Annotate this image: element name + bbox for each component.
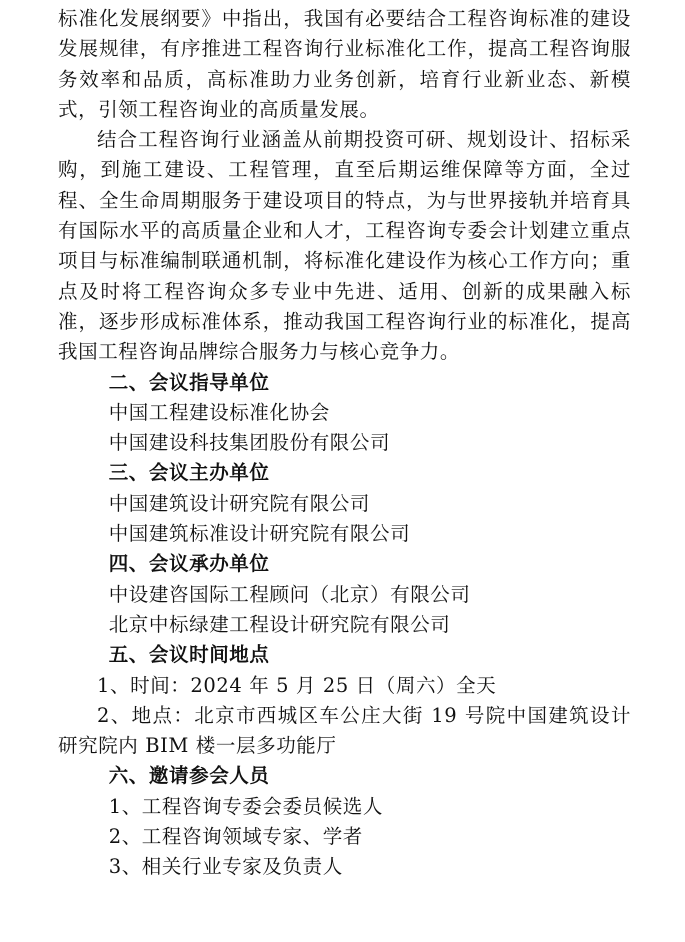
section-heading-guide: 二、会议指导单位 (108, 370, 270, 394)
host-unit-item: 中国建筑设计研究院有限公司 (108, 491, 370, 515)
paragraph-consulting-scope: 结合工程咨询行业涵盖从前期投资可研、规划设计、招标采购，到施工建设、工程管理，直至后期运维保障等方面，全过程、全生命周期服务于建设项目的特点，为与世界接轨并培育具有国际水平的高质量企业和人才，工程咨询专委会计划建立重点项目与标准编制联通机制，将标准化建设作为核心工作方向；重点及时将工程咨询众多专业中先进、适用、创新的成果融入标准，逐步形成标准体系，推动我国工程咨询行业的标准化，提高我国工程咨询品牌综合服务力与核心竞争力。 (58, 128, 631, 364)
organizer-unit-item: 中设建咨国际工程顾问（北京）有限公司 (108, 582, 471, 606)
section-heading-time-place: 五、会议时间地点 (108, 643, 270, 667)
host-unit-item: 中国建筑标准设计研究院有限公司 (108, 522, 411, 546)
organizer-unit-item: 北京中标绿建工程设计研究院有限公司 (108, 612, 451, 636)
guide-unit-item: 中国建设科技集团股份有限公司 (108, 431, 391, 455)
guide-unit-item: 中国工程建设标准化协会 (108, 400, 330, 424)
attendee-item: 2、工程咨询领域专家、学者 (108, 825, 363, 849)
section-heading-host: 三、会议主办单位 (108, 461, 270, 485)
paragraph-standardization: 标准化发展纲要》中指出，我国有必要结合工程咨询标准的建设发展规律，有序推进工程咨询行业标准化工作，提高工程咨询服务效率和品质，高标准助力业务创新，培育行业新业态、新模式，引领工程咨询业的高质量发展。 (58, 7, 631, 121)
section-heading-organizer: 四、会议承办单位 (108, 552, 270, 576)
section-heading-attendees: 六、邀请参会人员 (108, 764, 270, 788)
attendee-item: 1、工程咨询专委会委员候选人 (108, 794, 383, 818)
meeting-place: 2、地点：北京市西城区车公庄大街 19 号院中国建筑设计研究院内 BIM 楼一层多功能厅 (58, 703, 631, 758)
meeting-time: 1、时间：2024 年 5 月 25 日（周六）全天 (97, 673, 497, 697)
attendee-item: 3、相关行业专家及负责人 (108, 855, 343, 879)
